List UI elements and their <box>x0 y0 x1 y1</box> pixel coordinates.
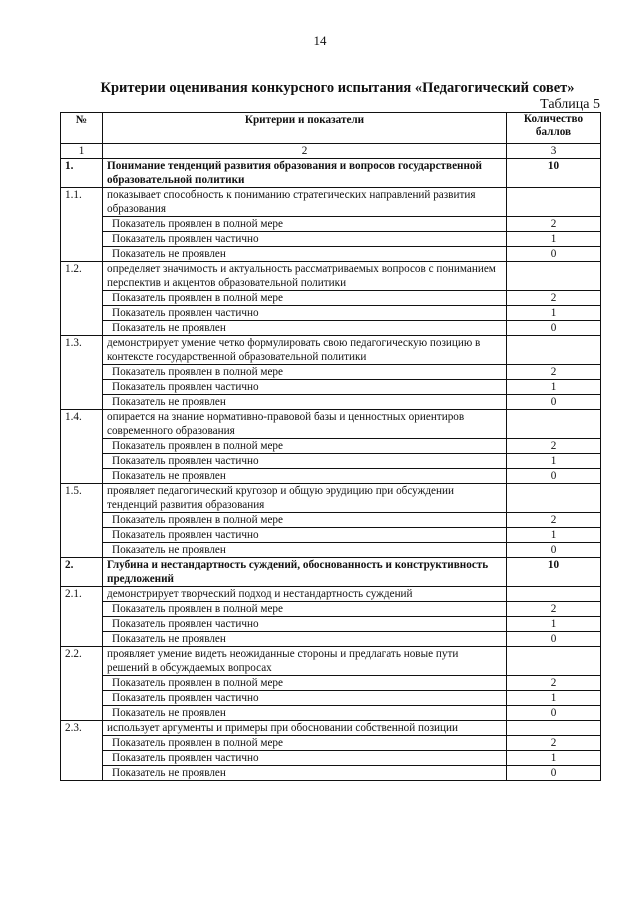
criterion-row <box>61 484 601 513</box>
table-header-row <box>61 113 601 144</box>
indicator-points: 0 <box>507 247 601 262</box>
indicator-points: 2 <box>507 365 601 380</box>
document-title: Критерии оценивания конкурсного испытания «Педагогический совет» <box>100 80 575 96</box>
criterion-number: 2.3. <box>61 721 103 781</box>
indicator-row <box>61 691 601 706</box>
indicator-points: 2 <box>507 602 601 617</box>
indicator-text: Показатель проявлен частично <box>103 751 507 766</box>
indicator-row <box>61 602 601 617</box>
criterion-points-empty <box>507 336 601 365</box>
section-points: 10 <box>507 558 601 587</box>
criterion-text: показывает способность к пониманию стратегических направлений развития образования <box>103 188 507 217</box>
criterion-number: 1.5. <box>61 484 103 558</box>
indicator-row <box>61 632 601 647</box>
indicator-row <box>61 395 601 410</box>
criterion-text: демонстрирует творческий подход и нестандартность суждений <box>103 587 507 602</box>
criterion-row <box>61 647 601 676</box>
indicator-points: 2 <box>507 291 601 306</box>
indicator-points: 2 <box>507 439 601 454</box>
indicator-row <box>61 751 601 766</box>
indicator-text: Показатель проявлен частично <box>103 232 507 247</box>
indicator-text: Показатель проявлен частично <box>103 617 507 632</box>
indicator-row <box>61 321 601 336</box>
column-index: 3 <box>507 144 601 159</box>
criterion-points-empty <box>507 587 601 602</box>
criterion-number: 2.2. <box>61 647 103 721</box>
section-number: 1. <box>61 159 103 188</box>
indicator-row <box>61 617 601 632</box>
criterion-number: 1.4. <box>61 410 103 484</box>
indicator-text: Показатель проявлен частично <box>103 528 507 543</box>
criterion-row <box>61 262 601 291</box>
criterion-text: демонстрирует умение четко формулировать свою педагогическую позицию в контексте государственной образовательной политики <box>103 336 507 365</box>
indicator-row <box>61 217 601 232</box>
criterion-row <box>61 410 601 439</box>
indicator-text: Показатель проявлен в полной мере <box>103 439 507 454</box>
column-index-row <box>61 144 601 159</box>
section-number: 2. <box>61 558 103 587</box>
header-points: Количество баллов <box>507 113 601 144</box>
indicator-text: Показатель не проявлен <box>103 469 507 484</box>
indicator-text: Показатель проявлен частично <box>103 691 507 706</box>
indicator-text: Показатель не проявлен <box>103 321 507 336</box>
criterion-text: опирается на знание нормативно-правовой базы и ценностных ориентиров современного образования <box>103 410 507 439</box>
indicator-points: 0 <box>507 395 601 410</box>
section-row <box>61 558 601 587</box>
section-title: Понимание тенденций развития образования и вопросов государственной образовательной политики <box>103 159 507 188</box>
indicator-row <box>61 736 601 751</box>
indicator-row <box>61 291 601 306</box>
indicator-points: 1 <box>507 454 601 469</box>
indicator-points: 0 <box>507 632 601 647</box>
indicator-text: Показатель проявлен в полной мере <box>103 602 507 617</box>
criterion-number: 1.1. <box>61 188 103 262</box>
criterion-points-empty <box>507 484 601 513</box>
page-number: 14 <box>313 33 327 48</box>
criterion-number: 1.2. <box>61 262 103 336</box>
header-criteria: Критерии и показатели <box>103 113 507 144</box>
indicator-row <box>61 380 601 395</box>
indicator-text: Показатель не проявлен <box>103 247 507 262</box>
indicator-row <box>61 766 601 781</box>
indicator-text: Показатель не проявлен <box>103 706 507 721</box>
criterion-row <box>61 721 601 736</box>
criteria-table <box>60 112 601 781</box>
criterion-points-empty <box>507 262 601 291</box>
indicator-points: 2 <box>507 736 601 751</box>
indicator-text: Показатель проявлен в полной мере <box>103 365 507 380</box>
criterion-number: 1.3. <box>61 336 103 410</box>
criterion-row <box>61 188 601 217</box>
indicator-points: 2 <box>507 217 601 232</box>
criterion-text: определяет значимость и актуальность рассматриваемых вопросов с пониманием перспектив и акцентов образовательной политики <box>103 262 507 291</box>
indicator-points: 1 <box>507 691 601 706</box>
section-title: Глубина и нестандартность суждений, обоснованность и конструктивность предложений <box>103 558 507 587</box>
criterion-points-empty <box>507 410 601 439</box>
column-index: 2 <box>103 144 507 159</box>
indicator-points: 1 <box>507 232 601 247</box>
column-index: 1 <box>61 144 103 159</box>
indicator-text: Показатель проявлен в полной мере <box>103 736 507 751</box>
indicator-text: Показатель проявлен частично <box>103 454 507 469</box>
criterion-text: проявляет умение видеть неожиданные стороны и предлагать новые пути решений в обсуждаемых вопросах <box>103 647 507 676</box>
indicator-text: Показатель проявлен частично <box>103 380 507 395</box>
criterion-text: проявляет педагогический кругозор и общую эрудицию при обсуждении тенденций развития образования <box>103 484 507 513</box>
indicator-points: 0 <box>507 543 601 558</box>
indicator-row <box>61 676 601 691</box>
indicator-row <box>61 232 601 247</box>
indicator-row <box>61 528 601 543</box>
indicator-row <box>61 365 601 380</box>
indicator-points: 1 <box>507 617 601 632</box>
indicator-points: 2 <box>507 676 601 691</box>
indicator-points: 2 <box>507 513 601 528</box>
indicator-row <box>61 247 601 262</box>
indicator-points: 0 <box>507 469 601 484</box>
section-row <box>61 159 601 188</box>
indicator-row <box>61 513 601 528</box>
criterion-points-empty <box>507 647 601 676</box>
criterion-number: 2.1. <box>61 587 103 647</box>
indicator-points: 1 <box>507 380 601 395</box>
indicator-points: 0 <box>507 321 601 336</box>
indicator-text: Показатель проявлен частично <box>103 306 507 321</box>
indicator-points: 0 <box>507 706 601 721</box>
indicator-text: Показатель проявлен в полной мере <box>103 217 507 232</box>
indicator-points: 1 <box>507 306 601 321</box>
criterion-points-empty <box>507 721 601 736</box>
table-label: Таблица 5 <box>540 97 600 112</box>
indicator-row <box>61 306 601 321</box>
indicator-text: Показатель проявлен в полной мере <box>103 513 507 528</box>
indicator-text: Показатель проявлен в полной мере <box>103 676 507 691</box>
section-points: 10 <box>507 159 601 188</box>
indicator-text: Показатель не проявлен <box>103 395 507 410</box>
criterion-row <box>61 587 601 602</box>
indicator-points: 1 <box>507 751 601 766</box>
criterion-points-empty <box>507 188 601 217</box>
header-num: № <box>61 113 103 144</box>
indicator-row <box>61 439 601 454</box>
indicator-text: Показатель проявлен в полной мере <box>103 291 507 306</box>
indicator-text: Показатель не проявлен <box>103 632 507 647</box>
indicator-text: Показатель не проявлен <box>103 543 507 558</box>
indicator-row <box>61 454 601 469</box>
indicator-points: 1 <box>507 528 601 543</box>
indicator-row <box>61 469 601 484</box>
criterion-text: использует аргументы и примеры при обосновании собственной позиции <box>103 721 507 736</box>
criterion-row <box>61 336 601 365</box>
indicator-text: Показатель не проявлен <box>103 766 507 781</box>
indicator-points: 0 <box>507 766 601 781</box>
indicator-row <box>61 706 601 721</box>
indicator-row <box>61 543 601 558</box>
